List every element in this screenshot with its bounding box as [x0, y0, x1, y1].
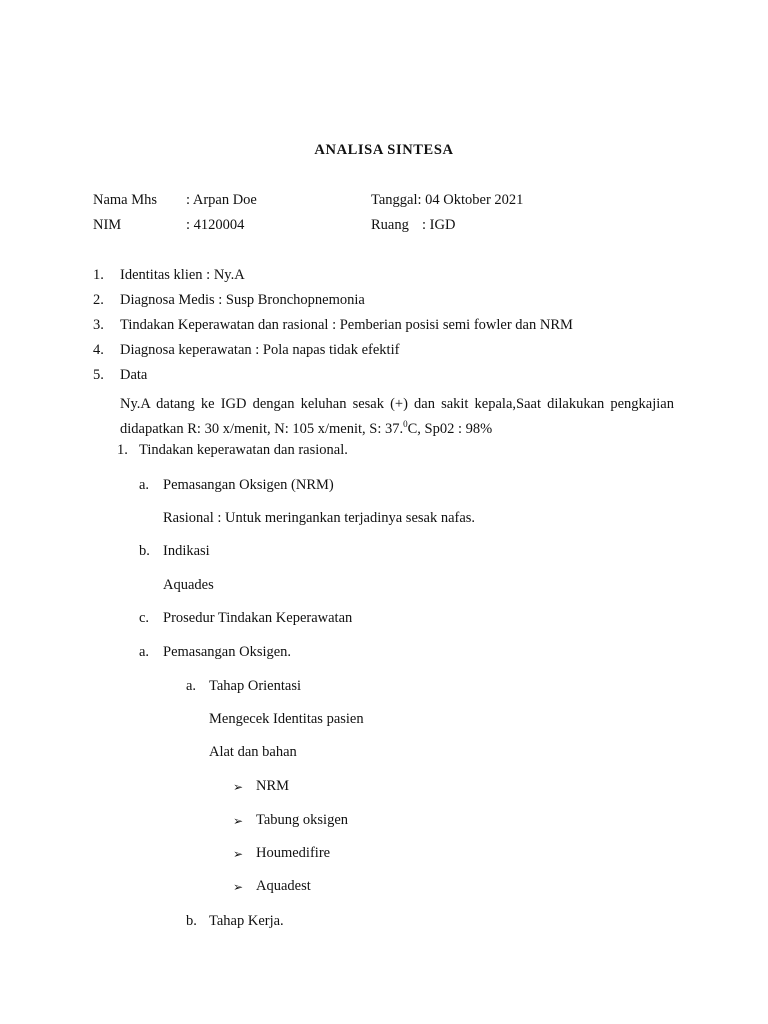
- item-letter: c.: [139, 610, 150, 626]
- item-text: Tahap Orientasi: [209, 678, 301, 694]
- list-item-text: Identitas klien : Ny.A: [120, 267, 245, 283]
- list-item-number: 1.: [93, 267, 104, 283]
- bullet-item: Houmedifire: [256, 845, 331, 861]
- list-item-text: Diagnosa keperawatan : Pola napas tidak efektif: [120, 342, 400, 358]
- list-item-number: 2.: [93, 292, 104, 308]
- nim-value: : 4120004: [186, 217, 245, 233]
- nim-label: NIM: [93, 217, 122, 233]
- arrow-bullet-icon: ➢: [233, 880, 244, 894]
- nama-value: : Arpan Doe: [186, 192, 257, 208]
- bullet-item: Tabung oksigen: [256, 812, 349, 828]
- item-letter: a.: [139, 644, 150, 660]
- item-text: Prosedur Tindakan Keperawatan: [163, 610, 353, 626]
- rasional-text: Rasional : Untuk meringankan terjadinya sesak nafas.: [163, 510, 476, 526]
- degree-superscript: 0: [403, 419, 408, 429]
- bullet-item: NRM: [256, 778, 290, 794]
- item-letter: b.: [186, 913, 197, 929]
- alat-bahan-text: Alat dan bahan: [209, 744, 297, 760]
- document-title: ANALISA SINTESA: [314, 142, 454, 158]
- mengecek-text: Mengecek Identitas pasien: [209, 711, 364, 727]
- data-paragraph-text-end: C, Sp02 : 98%: [407, 421, 493, 437]
- item-letter: a.: [139, 477, 150, 493]
- item-text: Pemasangan Oksigen.: [163, 644, 292, 660]
- item-text: Tahap Kerja.: [209, 913, 284, 929]
- item-text: Indikasi: [163, 543, 210, 559]
- item-letter: b.: [139, 543, 150, 559]
- sublist-number: 1.: [117, 442, 128, 458]
- ruang-label: Ruang: [371, 217, 409, 233]
- arrow-bullet-icon: ➢: [233, 814, 244, 828]
- ruang-value: : IGD: [422, 217, 456, 233]
- list-item-text: Data: [120, 367, 148, 383]
- list-item-number: 5.: [93, 367, 104, 383]
- nama-label: Nama Mhs: [93, 192, 158, 208]
- data-paragraph: [120, 392, 674, 442]
- sublist-text: Tindakan keperawatan dan rasional.: [139, 442, 348, 458]
- data-paragraph-text: Ny.A datang ke IGD dengan keluhan sesak (+) dan sakit kepala,Saat dilakukan pengkajian didapatkan R: 30 x/menit, N: 105 x/menit, S: 37.: [120, 396, 674, 437]
- list-item-text: Tindakan Keperawatan dan rasional : Pemberian posisi semi fowler dan NRM: [120, 317, 573, 333]
- aquades-text: Aquades: [163, 577, 214, 593]
- list-item-text: Diagnosa Medis : Susp Bronchopnemonia: [120, 292, 365, 308]
- list-item-number: 4.: [93, 342, 104, 358]
- tanggal-text: Tanggal: 04 Oktober 2021: [371, 192, 524, 208]
- arrow-bullet-icon: ➢: [233, 780, 244, 794]
- item-letter: a.: [186, 678, 197, 694]
- bullet-item: Aquadest: [256, 878, 311, 894]
- list-item-number: 3.: [93, 317, 104, 333]
- item-text: Pemasangan Oksigen (NRM): [163, 477, 334, 493]
- arrow-bullet-icon: ➢: [233, 847, 244, 861]
